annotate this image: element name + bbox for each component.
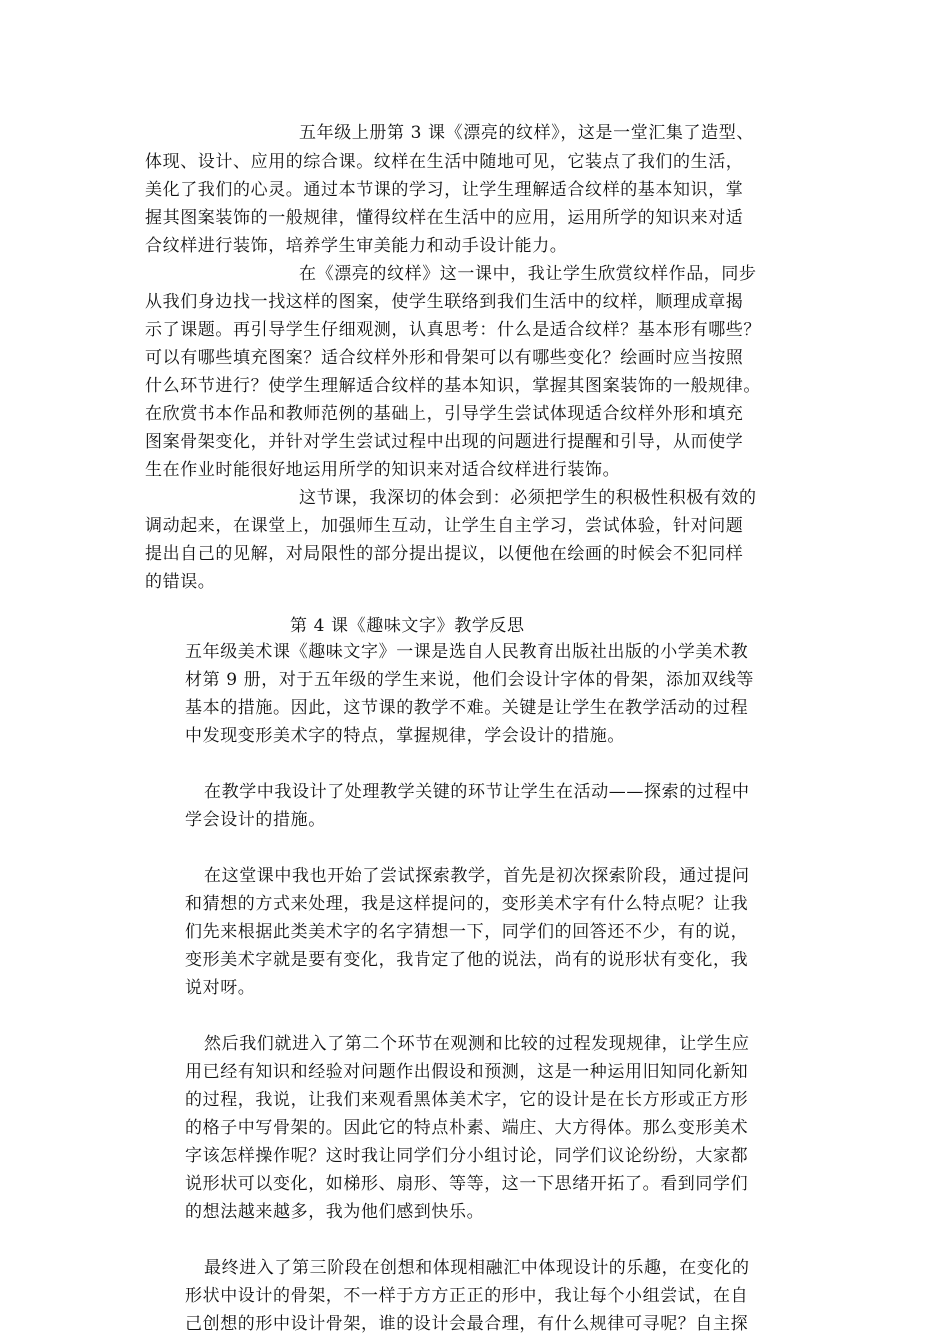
paragraph-line: 在欣赏书本作品和教师范例的基础上，引导学生尝试体现适合纹样外形和填充 <box>145 404 744 424</box>
paragraph-line: 在《漂亮的纹样》这一课中，我让学生欣赏纹样作品，同步 <box>299 264 757 284</box>
paragraph-line: 五年级上册第 3 课《漂亮的纹样》，这是一堂汇集了造型、 <box>299 123 754 143</box>
paragraph-line: 五年级美术课《趣味文字》一课是选自人民教育出版社出版的小学美术教 <box>185 642 749 662</box>
paragraph-line: 什么环节进行？使学生理解适合纹样的基本知识，掌握其图案装饰的一般规律。 <box>145 376 761 396</box>
paragraph-line: 最终进入了第三阶段在创想和体现相融汇中体现设计的乐趣，在变化的 <box>204 1258 750 1278</box>
paragraph-line: 们先来根据此类美术字的名字猜想一下，同学们的回答还不少，有的说， <box>185 922 749 942</box>
paragraph-line: 的格子中写骨架的。因此它的特点朴素、端庄、大方得体。那么变形美术 <box>185 1118 749 1138</box>
paragraph-line: 图案骨架变化，并针对学生尝试过程中出现的问题进行提醒和引导，从而使学 <box>145 432 744 452</box>
paragraph-line: 可以有哪些填充图案？适合纹样外形和骨架可以有哪些变化？绘画时应当按照 <box>145 348 744 368</box>
paragraph-line: 的想法越来越多，我为他们感到快乐。 <box>185 1202 485 1222</box>
paragraph-line: 学会设计的措施。 <box>185 810 326 830</box>
paragraph-line: 提出自己的见解，对局限性的部分提出提议，以便他在绘画的时候会不犯同样 <box>145 544 744 564</box>
paragraph-line: 中发现变形美术字的特点，掌握规律，学会设计的措施。 <box>185 726 625 746</box>
section-title: 第 4 课《趣味文字》教学反思 <box>290 616 525 636</box>
paragraph-line: 合纹样进行装饰，培养学生审美能力和动手设计能力。 <box>145 236 568 256</box>
paragraph-line: 字该怎样操作呢？这时我让同学们分小组讨论，同学们议论纷纷，大家都 <box>185 1146 749 1166</box>
paragraph-line: 基本的措施。因此，这节课的教学不难。关键是让学生在教学活动的过程 <box>185 698 749 718</box>
paragraph-line: 说形状可以变化，如梯形、扇形、等等，这一下思绪开拓了。看到同学们 <box>185 1174 749 1194</box>
paragraph-line: 生在作业时能很好地运用所学的知识来对适合纹样进行装饰。 <box>145 460 621 480</box>
paragraph-line: 美化了我们的心灵。通过本节课的学习，让学生理解适合纹样的基本知识，掌 <box>145 180 744 200</box>
paragraph-line: 从我们身边找一找这样的图案，使学生联络到我们生活中的纹样，顺理成章揭 <box>145 292 744 312</box>
paragraph-line: 说对呀。 <box>185 978 256 998</box>
paragraph-line: 这节课，我深切的体会到：必须把学生的积极性积极有效的 <box>299 488 757 508</box>
paragraph-line: 的过程，我说，让我们来观看黑体美术字，它的设计是在长方形或正方形 <box>185 1090 749 1110</box>
paragraph-line: 的错误。 <box>145 572 216 592</box>
paragraph-line: 材第 9 册，对于五年级的学生来说，他们会设计字体的骨架，添加双线等 <box>185 670 755 690</box>
paragraph-line: 己创想的形中设计骨架，谁的设计会最合理，有什么规律可寻呢？自主探 <box>185 1314 749 1334</box>
paragraph-line: 然后我们就进入了第二个环节在观测和比较的过程发现规律，让学生应 <box>204 1034 750 1054</box>
paragraph-line: 示了课题。再引导学生仔细观测，认真思考：什么是适合纹样？基本形有哪些？ <box>145 320 761 340</box>
paragraph-line: 形状中设计的骨架，不一样于方方正正的形中，我让每个小组尝试，在自 <box>185 1286 749 1306</box>
paragraph-line: 变形美术字就是要有变化，我肯定了他的说法，尚有的说形状有变化，我 <box>185 950 749 970</box>
paragraph-line: 用已经有知识和经验对问题作出假设和预测，这是一种运用旧知同化新知 <box>185 1062 749 1082</box>
paragraph-line: 和猜想的方式来处理，我是这样提问的，变形美术字有什么特点呢？让我 <box>185 894 749 914</box>
paragraph-line: 体现、设计、应用的综合课。纹样在生活中随地可见，它装点了我们的生活， <box>145 152 744 172</box>
paragraph-line: 握其图案装饰的一般规律，懂得纹样在生活中的应用，运用所学的知识来对适 <box>145 208 744 228</box>
paragraph-line: 在这堂课中我也开始了尝试探索教学，首先是初次探索阶段，通过提问 <box>204 866 750 886</box>
paragraph-line: 在教学中我设计了处理教学关键的环节让学生在活动——探索的过程中 <box>204 782 750 802</box>
paragraph-line: 调动起来，在课堂上，加强师生互动，让学生自主学习，尝试体验，针对问题 <box>145 516 744 536</box>
